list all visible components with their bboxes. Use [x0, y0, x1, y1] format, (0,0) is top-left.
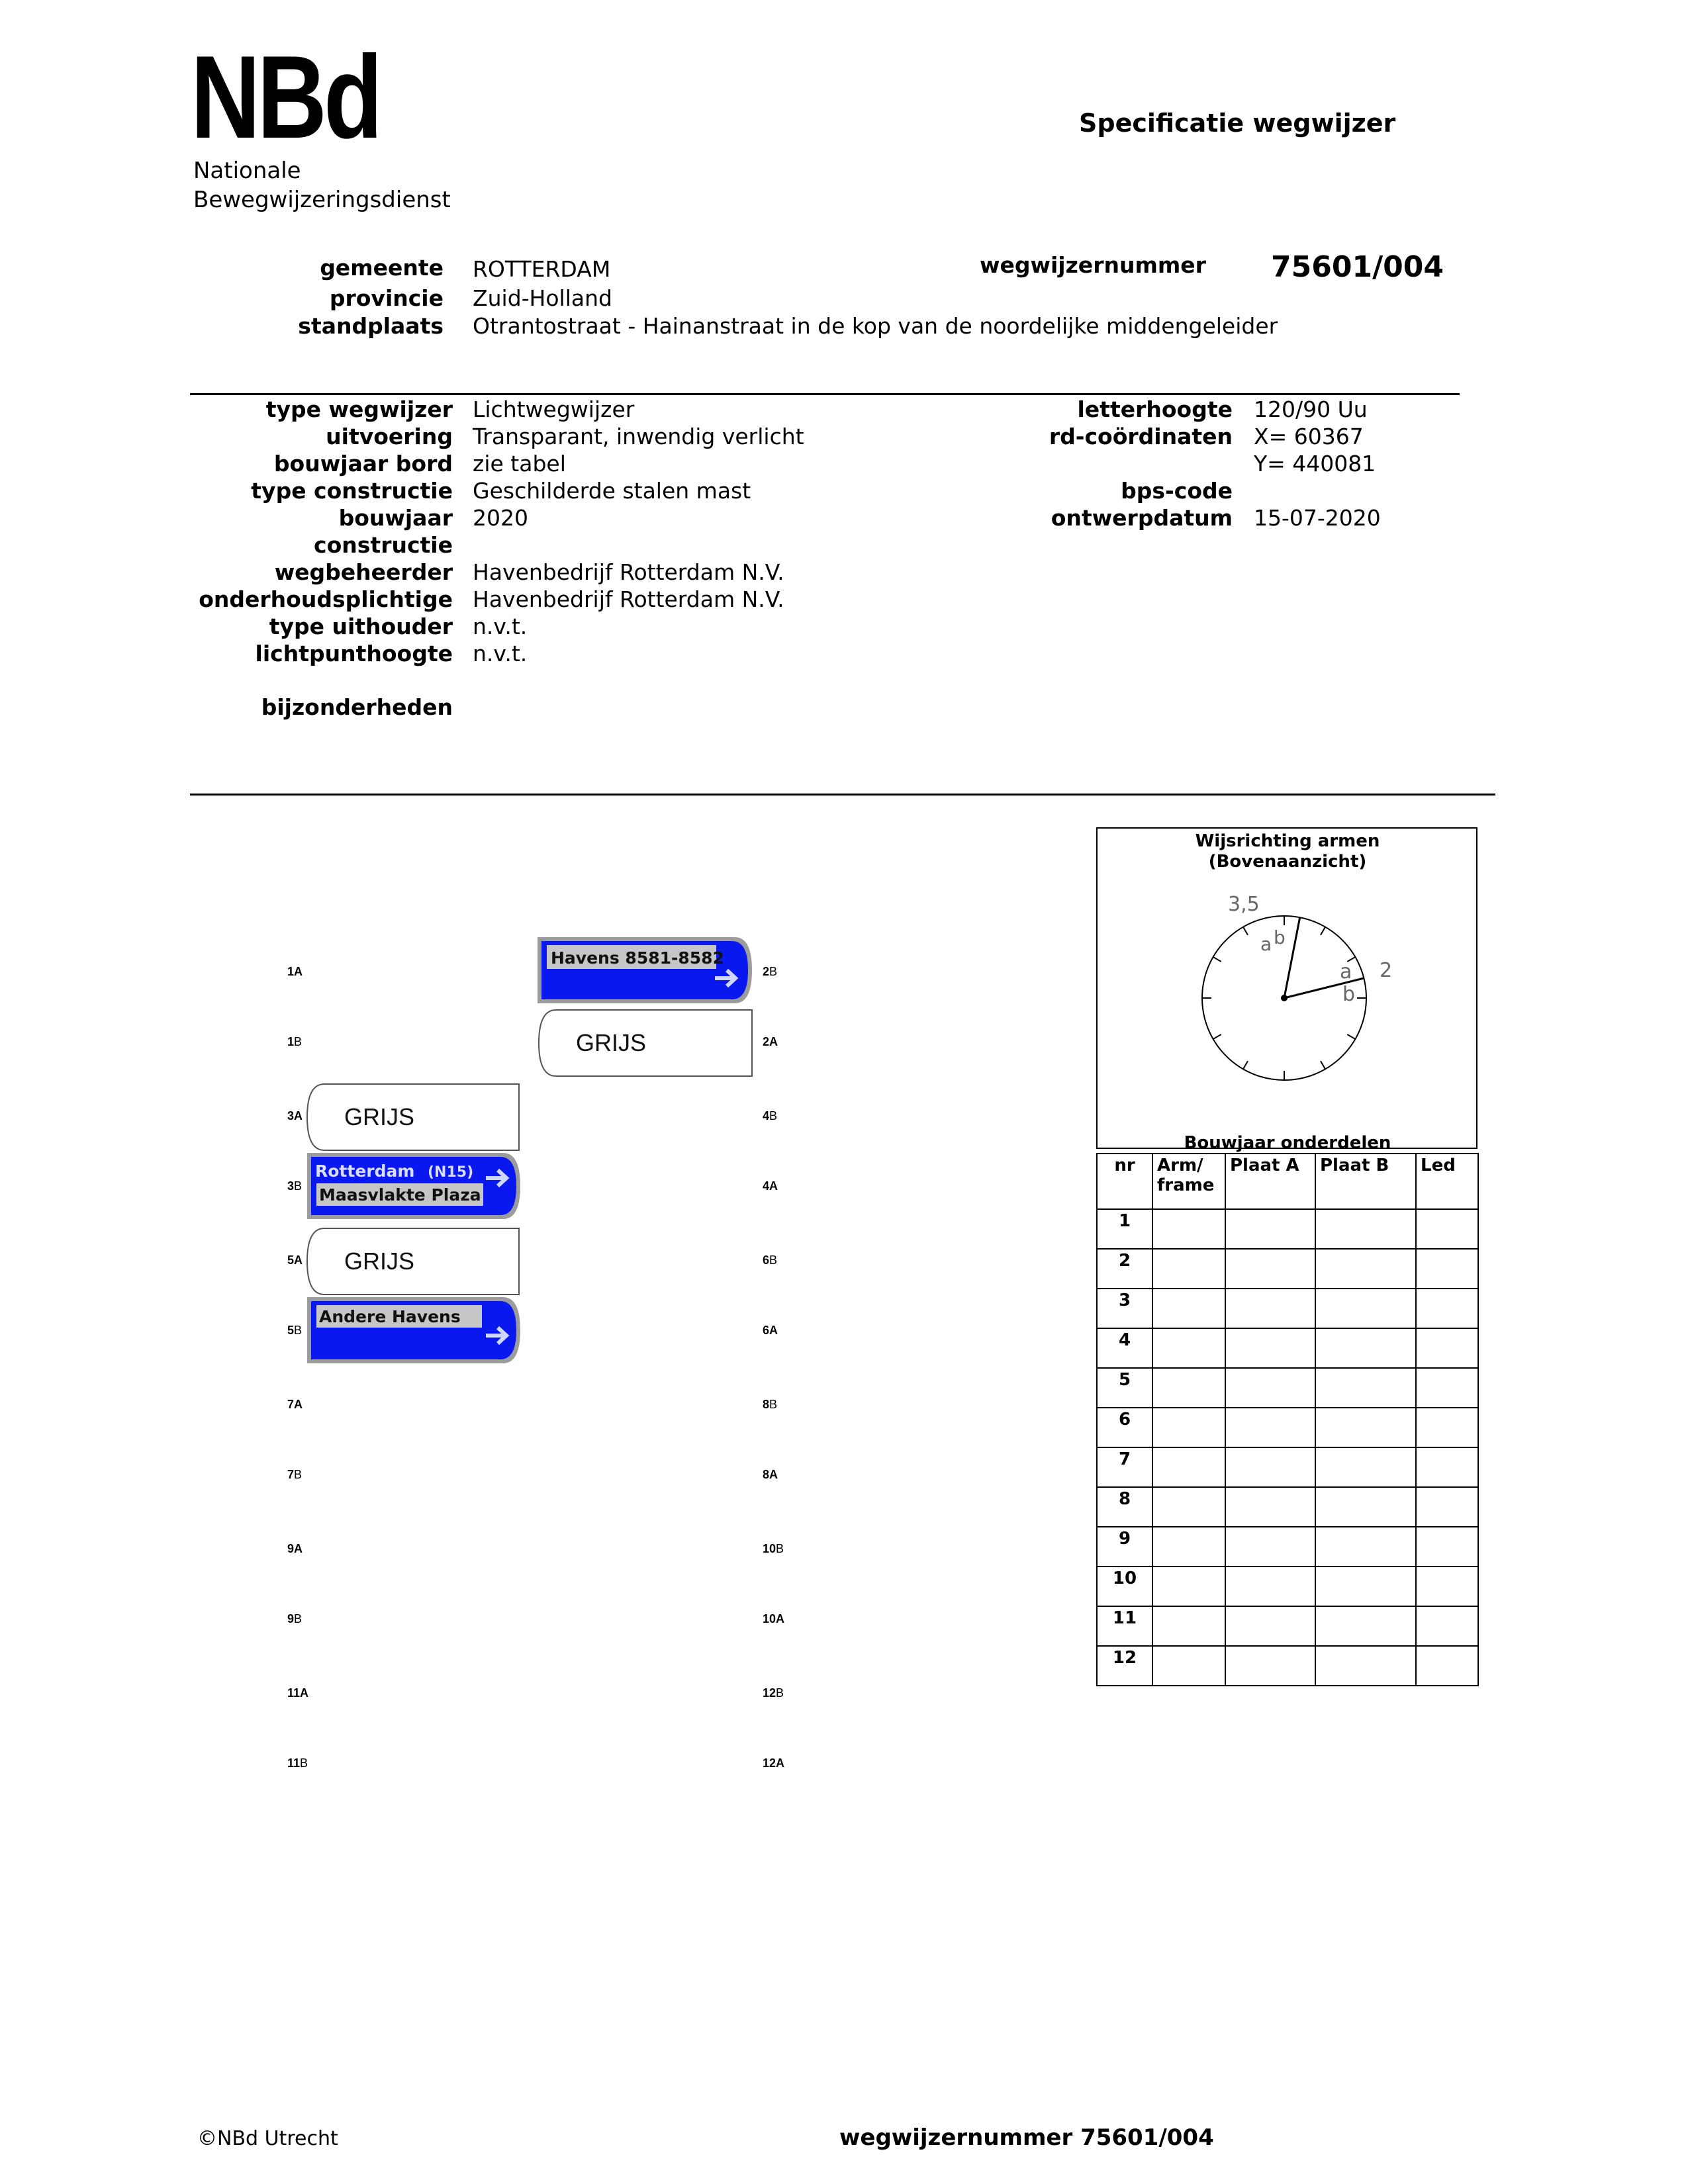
bouwjaar-onderdelen-title: Bouwjaar onderdelen — [1184, 1133, 1391, 1153]
bijzonderheden-label: bijzonderheden — [261, 694, 453, 720]
label-suffix: B — [294, 1468, 303, 1481]
sign-6a-text: Andere Havens — [319, 1307, 461, 1326]
wijsrichting-title-1: Wijsrichting armen — [1195, 831, 1380, 851]
bouwjaar-row — [1097, 1567, 1478, 1606]
lichtpunthoogte-label: lichtpunthoogte — [255, 641, 453, 666]
empty-cell — [1416, 1447, 1478, 1487]
footer-wegwijzernummer: wegwijzernummer 75601/004 — [839, 2124, 1214, 2151]
label-number: 5 — [287, 1324, 295, 1337]
wijsrichting-dial — [1192, 887, 1393, 1085]
empty-cell — [1225, 1249, 1315, 1289]
arm-2-side-a: a — [1340, 960, 1352, 983]
dial-tick — [1213, 1034, 1221, 1039]
arm-1-label: 3,5 — [1228, 893, 1260, 916]
type-uithouder-label: type uithouder — [269, 614, 453, 639]
wegbeheerder-value: Havenbedrijf Rotterdam N.V. — [473, 559, 784, 585]
empty-cell — [1152, 1408, 1225, 1447]
label-suffix: B — [294, 1179, 303, 1193]
wegwijzernummer-value: 75601/004 — [1271, 250, 1444, 284]
empty-cell — [1315, 1368, 1416, 1408]
sign-2b-text: Havens 8581-8582 — [551, 948, 724, 968]
label-number: 2 — [763, 965, 770, 978]
label-number: 1 — [287, 1035, 295, 1048]
bouwjaar-body — [1097, 1209, 1478, 1686]
empty-cell — [1315, 1646, 1416, 1686]
empty-cell — [1416, 1646, 1478, 1686]
row-number: 3 — [1097, 1289, 1152, 1328]
letterhoogte-label: letterhoogte — [1077, 396, 1233, 422]
empty-cell — [1315, 1606, 1416, 1646]
uitvoering-value: Transparant, inwendig verlicht — [473, 424, 804, 449]
label-number: 4 — [763, 1109, 770, 1122]
type-constructie-value: Geschilderde stalen mast — [473, 478, 751, 504]
label-number: 3 — [287, 1179, 295, 1193]
empty-cell — [1152, 1606, 1225, 1646]
empty-cell — [1152, 1487, 1225, 1527]
bouwjaar-row — [1097, 1249, 1478, 1289]
bouwjaar-bord-label: bouwjaar bord — [273, 451, 453, 477]
empty-cell — [1152, 1368, 1225, 1408]
label-suffix: B — [769, 1253, 778, 1267]
empty-cell — [1315, 1527, 1416, 1567]
label-number: 5 — [287, 1253, 295, 1267]
rd-y-value: Y= 440081 — [1254, 451, 1376, 477]
bouwjaar-row — [1097, 1209, 1478, 1249]
label-suffix: A — [294, 1253, 303, 1267]
sign-4a-text-2: Maasvlakte Plaza — [319, 1185, 481, 1205]
dial-tick — [1347, 1034, 1355, 1039]
dial-tick — [1243, 927, 1248, 935]
row-number: 10 — [1097, 1567, 1152, 1606]
label-number: 11 — [287, 1756, 301, 1770]
lichtpunthoogte-value: n.v.t. — [473, 641, 528, 666]
label-number: 6 — [763, 1324, 770, 1337]
dial-tick — [1321, 927, 1325, 935]
empty-cell — [1416, 1209, 1478, 1249]
row-number: 11 — [1097, 1606, 1152, 1646]
uitvoering-label: uitvoering — [326, 424, 453, 449]
row-number: 1 — [1097, 1209, 1152, 1249]
label-number: 10 — [763, 1542, 776, 1555]
empty-cell — [1315, 1289, 1416, 1328]
empty-cell — [1416, 1606, 1478, 1646]
empty-cell — [1416, 1289, 1478, 1328]
label-suffix: A — [294, 965, 303, 978]
rd-x-value: X= 60367 — [1254, 424, 1364, 449]
row-number: 5 — [1097, 1368, 1152, 1408]
label-suffix: A — [294, 1398, 303, 1411]
sign-2a-grijs — [539, 1010, 752, 1076]
label-suffix: B — [294, 1612, 303, 1625]
empty-cell — [1315, 1447, 1416, 1487]
bouwjaar-row — [1097, 1408, 1478, 1447]
empty-cell — [1225, 1328, 1315, 1368]
dial-tick — [1321, 1061, 1325, 1069]
empty-cell — [1315, 1209, 1416, 1249]
rd-coordinaten-label: rd-coördinaten — [1049, 424, 1233, 449]
row-number: 7 — [1097, 1447, 1152, 1487]
label-number: 7 — [287, 1398, 295, 1411]
empty-cell — [1225, 1646, 1315, 1686]
arm-1-side-a: a — [1260, 933, 1272, 955]
empty-cell — [1315, 1408, 1416, 1447]
bouwjaar-row — [1097, 1447, 1478, 1487]
empty-cell — [1225, 1368, 1315, 1408]
label-suffix: B — [300, 1756, 308, 1770]
provincie-value: Zuid-Holland — [473, 285, 612, 311]
arm-1-line — [1284, 917, 1300, 998]
row-number: 9 — [1097, 1527, 1152, 1567]
empty-cell — [1315, 1328, 1416, 1368]
bouwjaar-constructie-label-1: bouwjaar — [338, 505, 453, 531]
label-suffix: A — [294, 1109, 303, 1122]
label-number: 8 — [763, 1398, 770, 1411]
ontwerpdatum-value: 15-07-2020 — [1254, 505, 1381, 531]
col-led: Led — [1416, 1154, 1478, 1209]
label-number: 4 — [763, 1179, 770, 1193]
label-number: 12 — [763, 1756, 776, 1770]
logo-line-2: Bewegwijzeringsdienst — [193, 187, 451, 213]
label-number: 7 — [287, 1468, 295, 1481]
sign-2b-havens — [538, 937, 752, 1003]
bouwjaar-row — [1097, 1289, 1478, 1328]
empty-cell — [1416, 1408, 1478, 1447]
col-arm-frame: Arm/ frame — [1152, 1154, 1225, 1209]
type-wegwijzer-label: type wegwijzer — [265, 396, 453, 422]
bouwjaar-bord-value: zie tabel — [473, 451, 566, 477]
label-suffix: B — [769, 965, 778, 978]
wijsrichting-title — [1099, 831, 1476, 872]
label-suffix: B — [776, 1686, 784, 1700]
bouwjaar-row — [1097, 1368, 1478, 1408]
empty-cell — [1225, 1567, 1315, 1606]
empty-cell — [1315, 1567, 1416, 1606]
label-number: 3 — [287, 1109, 295, 1122]
col-nr: nr — [1097, 1154, 1152, 1209]
label-number: 9 — [287, 1612, 295, 1625]
empty-cell — [1416, 1487, 1478, 1527]
sign-6b-grijs — [307, 1228, 519, 1295]
label-number: 2 — [763, 1035, 770, 1048]
empty-cell — [1152, 1289, 1225, 1328]
dial-center — [1281, 995, 1288, 1001]
bps-code-label: bps-code — [1121, 478, 1233, 504]
bouwjaar-row — [1097, 1527, 1478, 1567]
empty-cell — [1225, 1408, 1315, 1447]
footer-copyright: ©NBd Utrecht — [197, 2127, 338, 2150]
label-suffix: A — [769, 1179, 778, 1193]
dial-tick — [1243, 1061, 1248, 1069]
sign-6a-andere-havens — [307, 1297, 520, 1363]
sign-2a-text: GRIJS — [576, 1029, 647, 1056]
bouwjaar-constructie-label-2: constructie — [314, 532, 453, 558]
empty-cell — [1225, 1606, 1315, 1646]
empty-cell — [1225, 1487, 1315, 1527]
label-suffix: A — [294, 1542, 303, 1555]
label-suffix: B — [769, 1109, 778, 1122]
type-constructie-label: type constructie — [251, 478, 453, 504]
empty-cell — [1152, 1249, 1225, 1289]
gemeente-value: ROTTERDAM — [473, 256, 611, 282]
empty-cell — [1225, 1447, 1315, 1487]
standplaats-label: standplaats — [298, 313, 444, 339]
nbd-logo: NBd — [191, 31, 380, 163]
label-suffix: A — [769, 1324, 778, 1337]
empty-cell — [1225, 1289, 1315, 1328]
label-number: 6 — [763, 1253, 770, 1267]
row-number: 4 — [1097, 1328, 1152, 1368]
empty-cell — [1416, 1527, 1478, 1567]
row-number: 12 — [1097, 1646, 1152, 1686]
arm-1-side-b: b — [1274, 927, 1286, 948]
sign-4b-grijs — [307, 1084, 519, 1150]
wijsrichting-title-2: (Bovenaanzicht) — [1208, 852, 1367, 872]
label-suffix: A — [769, 1468, 778, 1481]
sign-4a-text-1: Rotterdam — [315, 1161, 415, 1181]
empty-cell — [1416, 1368, 1478, 1408]
sign-4b-text: GRIJS — [344, 1103, 415, 1130]
label-number: 1 — [287, 965, 295, 978]
bouwjaar-row — [1097, 1646, 1478, 1686]
empty-cell — [1152, 1447, 1225, 1487]
ontwerpdatum-label: ontwerpdatum — [1051, 505, 1233, 531]
bouwjaar-header-row — [1097, 1154, 1478, 1209]
bouwjaar-row — [1097, 1487, 1478, 1527]
gemeente-label: gemeente — [320, 255, 444, 281]
label-number: 9 — [287, 1542, 295, 1555]
onderhoudsplichtige-label: onderhoudsplichtige — [199, 586, 453, 612]
empty-cell — [1315, 1249, 1416, 1289]
label-number: 8 — [763, 1468, 770, 1481]
empty-cell — [1152, 1646, 1225, 1686]
empty-cell — [1152, 1209, 1225, 1249]
label-suffix: B — [776, 1542, 784, 1555]
letterhoogte-value: 120/90 Uu — [1254, 396, 1368, 422]
bouwjaar-row — [1097, 1606, 1478, 1646]
document-title: Specificatie wegwijzer — [1079, 109, 1396, 138]
standplaats-value: Otrantostraat - Hainanstraat in de kop van de noordelijke middengeleider — [473, 313, 1278, 339]
dial-tick — [1213, 957, 1221, 962]
logo-line-1: Nationale — [193, 158, 301, 184]
type-uithouder-value: n.v.t. — [473, 614, 528, 639]
wegwijzernummer-label: wegwijzernummer — [980, 252, 1206, 278]
sign-4a-rotterdam — [307, 1153, 520, 1219]
label-suffix: A — [776, 1756, 785, 1770]
empty-cell — [1416, 1249, 1478, 1289]
bouwjaar-constructie-value: 2020 — [473, 505, 528, 531]
bouwjaar-row — [1097, 1328, 1478, 1368]
bouwjaar-table — [1096, 1153, 1479, 1686]
type-wegwijzer-value: Lichtwegwijzer — [473, 396, 635, 422]
empty-cell — [1152, 1527, 1225, 1567]
onderhoudsplichtige-value: Havenbedrijf Rotterdam N.V. — [473, 586, 784, 612]
label-suffix: B — [294, 1035, 303, 1048]
label-number: 12 — [763, 1686, 776, 1700]
wegbeheerder-label: wegbeheerder — [274, 559, 453, 585]
empty-cell — [1152, 1328, 1225, 1368]
label-suffix: A — [300, 1686, 309, 1700]
empty-cell — [1416, 1328, 1478, 1368]
label-number: 10 — [763, 1612, 776, 1625]
empty-cell — [1152, 1567, 1225, 1606]
label-suffix: B — [294, 1324, 303, 1337]
label-suffix: B — [769, 1398, 778, 1411]
arm-2-label: 2 — [1380, 959, 1393, 982]
empty-cell — [1225, 1209, 1315, 1249]
row-number: 8 — [1097, 1487, 1152, 1527]
sign-6b-text: GRIJS — [344, 1248, 415, 1275]
label-suffix: A — [769, 1035, 778, 1048]
sign-4a-route-number: (N15) — [428, 1164, 474, 1181]
empty-cell — [1416, 1567, 1478, 1606]
empty-cell — [1225, 1527, 1315, 1567]
label-suffix: A — [776, 1612, 785, 1625]
row-number: 2 — [1097, 1249, 1152, 1289]
col-plaat-b: Plaat B — [1315, 1154, 1416, 1209]
arm-2-side-b: b — [1342, 983, 1356, 1006]
empty-cell — [1315, 1487, 1416, 1527]
row-number: 6 — [1097, 1408, 1152, 1447]
label-number: 11 — [287, 1686, 301, 1700]
provincie-label: provincie — [329, 285, 444, 311]
col-plaat-a: Plaat A — [1225, 1154, 1315, 1209]
